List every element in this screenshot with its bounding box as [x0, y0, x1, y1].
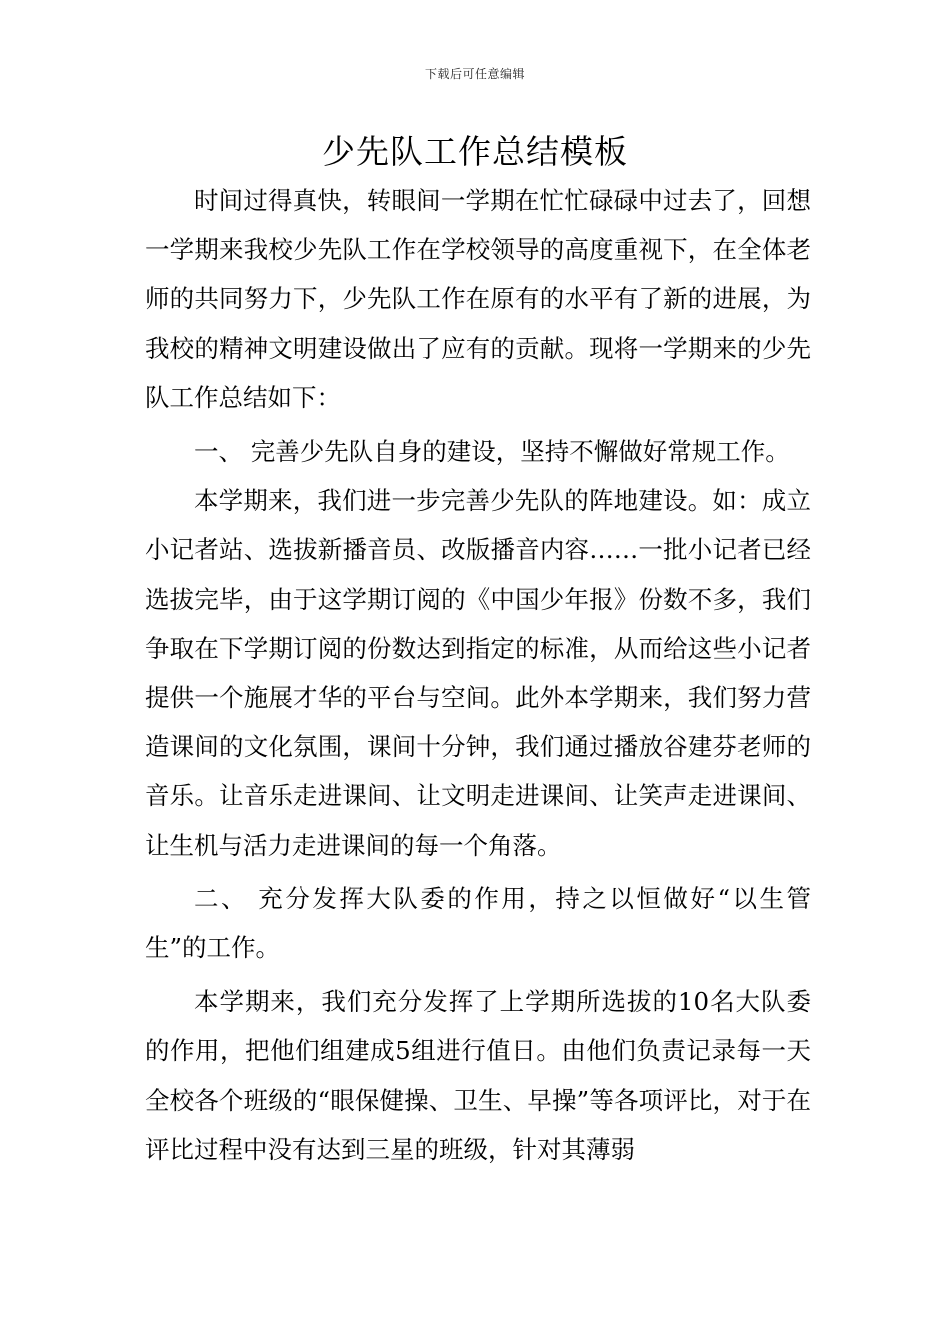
section-heading-2: 二、 充分发挥大队委的作用，持之以恒做好“以生管生”的工作。	[145, 883, 811, 963]
section-2-paragraph: 本学期来，我们充分发挥了上学期所选拔的10名大队委的作用，把他们组建成5组进行值日。由他们负责记录每一天全校各个班级的“眼保健操、卫生、早操”等各项评比，对于在评比过程中没有达到三星的班级，针对其薄弱	[145, 987, 811, 1164]
document-body	[145, 176, 811, 1174]
intro-paragraph: 时间过得真快，转眼间一学期在忙忙碌碌中过去了，回想一学期来我校少先队工作在学校领导的高度重视下，在全体老师的共同努力下，少先队工作在原有的水平有了新的进展，为我校的精神文明建设做出了应有的贡献。现将一学期来的少先队工作总结如下：	[145, 186, 811, 412]
section-1-paragraph: 本学期来，我们进一步完善少先队的阵地建设。如：成立小记者站、选拔新播音员、改版播音内容……一批小记者已经选拔完毕，由于这学期订阅的《中国少年报》份数不多，我们争取在下学期订阅的份数达到指定的标准，从而给这些小记者提供一个施展才华的平台与空间。此外本学期来，我们努力营造课间的文化氛围，课间十分钟，我们通过播放谷建芬老师的音乐。让音乐走进课间、让文明走进课间、让笑声走进课间、让生机与活力走进课间的每一个角落。	[145, 486, 811, 860]
section-heading-1: 一、 完善少先队自身的建设，坚持不懈做好常规工作。	[194, 437, 790, 467]
header-note: 下载后可任意编辑	[424, 67, 525, 81]
document-title: 少先队工作总结模板	[322, 132, 628, 171]
